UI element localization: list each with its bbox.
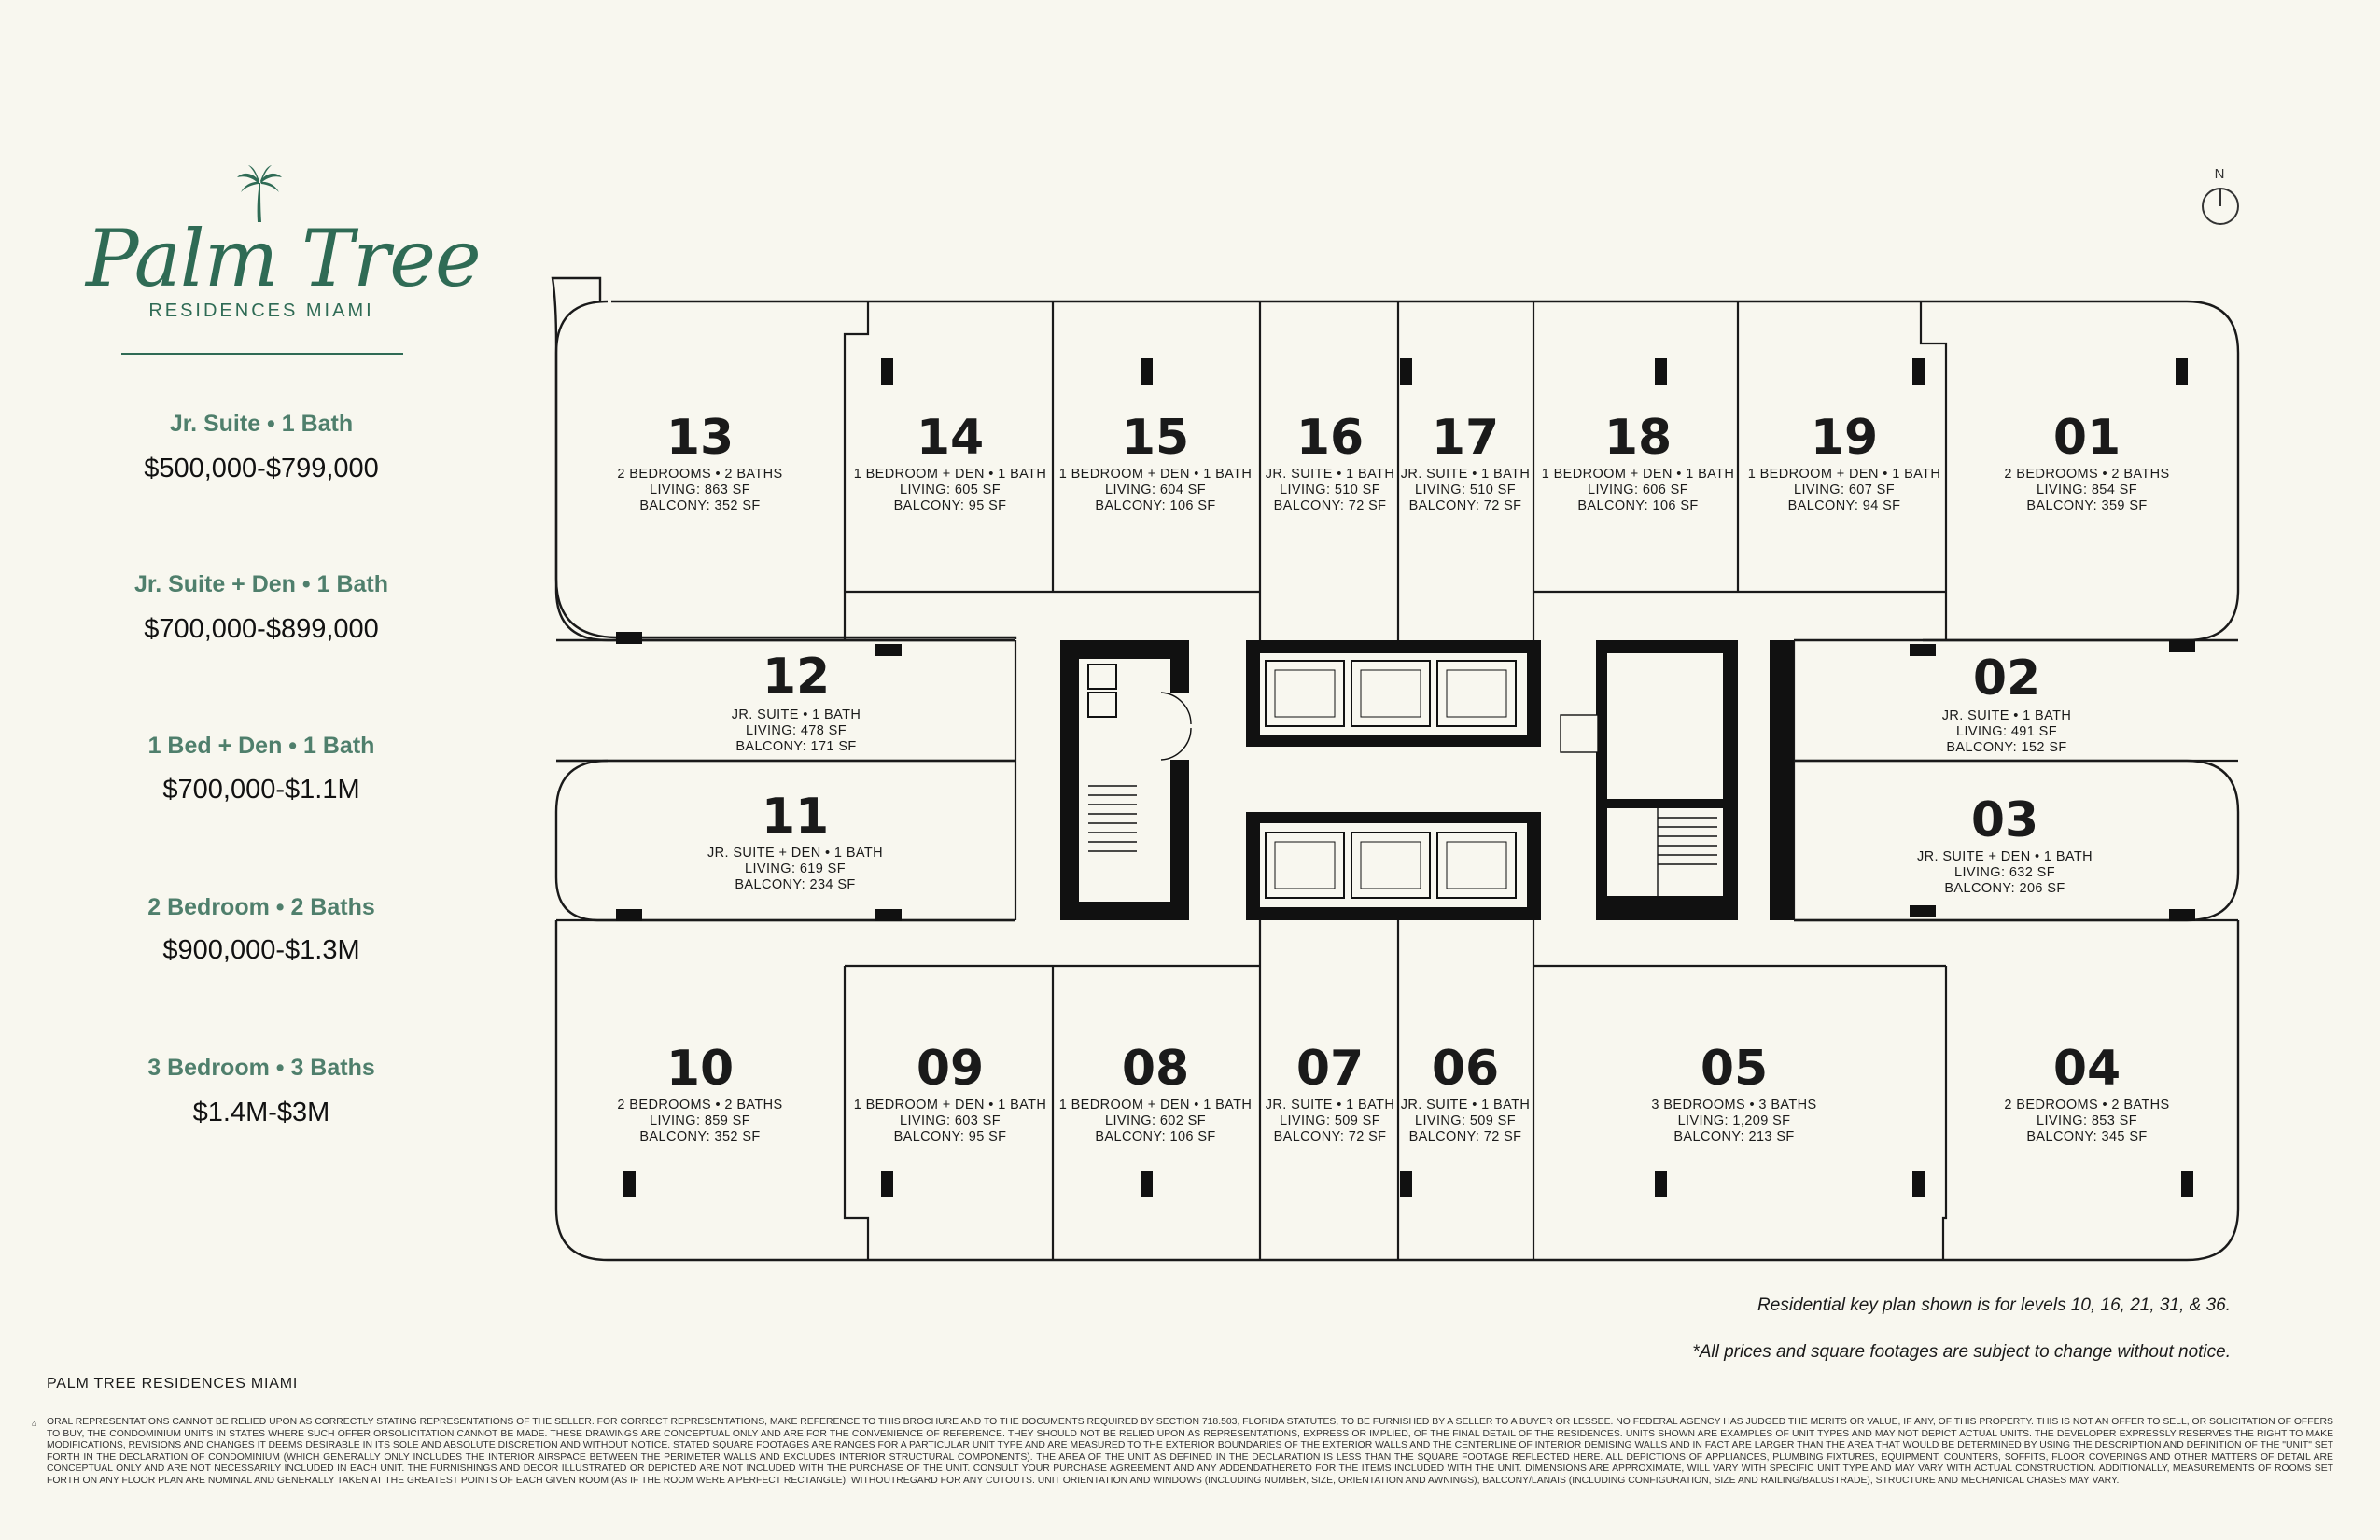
- unit-balcony: BALCONY: 106 SF: [1095, 1129, 1216, 1144]
- unit-living: LIVING: 859 SF: [650, 1113, 750, 1128]
- unit-number: 03: [1970, 792, 2039, 848]
- unit-living: LIVING: 510 SF: [1415, 483, 1516, 497]
- unit-type: 3 BEDROOMS • 3 BATHS: [1651, 1098, 1817, 1113]
- unit-living: LIVING: 863 SF: [650, 483, 750, 497]
- unit-living: LIVING: 510 SF: [1280, 483, 1380, 497]
- unit-balcony: BALCONY: 72 SF: [1273, 1129, 1387, 1144]
- logo-subtitle: RESIDENCES MIAMI: [148, 301, 374, 321]
- price-legend-price: $1.4M-$3M: [192, 1098, 330, 1127]
- unit-type: JR. SUITE + DEN • 1 BATH: [707, 846, 884, 861]
- unit-type: 1 BEDROOM + DEN • 1 BATH: [1058, 467, 1253, 482]
- price-legend-name: Jr. Suite + Den • 1 Bath: [133, 571, 389, 597]
- unit-17: [1401, 410, 1531, 513]
- unit-number: 12: [762, 649, 831, 705]
- equal-housing-icon: ⌂: [32, 1419, 37, 1428]
- price-legend-name: 3 Bedroom • 3 Baths: [147, 1055, 375, 1081]
- price-legend-name: 1 Bed + Den • 1 Bath: [147, 733, 375, 759]
- unit-living: LIVING: 607 SF: [1794, 483, 1895, 497]
- plan-walls: [553, 278, 2239, 639]
- unit-number: 10: [665, 1041, 735, 1097]
- unit-type: 2 BEDROOMS • 2 BATHS: [2004, 1098, 2170, 1113]
- unit-type: JR. SUITE • 1 BATH: [1400, 1098, 1531, 1113]
- unit-16: [1266, 410, 1395, 513]
- price-notice: *All prices and square footages are subject to change without notice.: [1692, 1342, 2231, 1362]
- unit-15: [1059, 410, 1253, 513]
- stair-core-left: [1060, 640, 1191, 920]
- unit-living: LIVING: 603 SF: [900, 1113, 1001, 1128]
- unit-13: [617, 410, 782, 513]
- compass-label: N: [2214, 166, 2225, 182]
- price-legend-price: $700,000-$899,000: [144, 614, 379, 644]
- unit-type: 1 BEDROOM + DEN • 1 BATH: [1747, 467, 1941, 482]
- unit-number: 04: [2052, 1041, 2121, 1097]
- unit-08: [1059, 1041, 1253, 1144]
- unit-balcony: BALCONY: 72 SF: [1273, 498, 1387, 513]
- unit-number: 18: [1603, 410, 1673, 466]
- unit-number: 06: [1431, 1041, 1500, 1097]
- unit-10: [617, 1041, 782, 1144]
- unit-living: LIVING: 605 SF: [900, 483, 1001, 497]
- unit-14: [854, 410, 1047, 513]
- unit-type: JR. SUITE • 1 BATH: [1265, 467, 1395, 482]
- unit-number: 17: [1431, 410, 1500, 466]
- unit-living: LIVING: 604 SF: [1105, 483, 1206, 497]
- unit-living: LIVING: 853 SF: [2037, 1113, 2137, 1128]
- unit-18: [1542, 410, 1735, 513]
- legal-disclaimer: ORAL REPRESENTATIONS CANNOT BE RELIED UPON AS CORRECTLY STATING REPRESENTATIONS OF THE SELLER. FOR CORRECT REPRESENTATIONS, MAKE REFERENCE TO THIS BROCHURE AND TO THE DOCUMENTS REQUIRED BY SECTION 718.503, FLORIDA STATUTES, TO BE FURNISHED BY A SELLER TO A BUYER OR LESSEE. NO FEDERAL AGENCY HAS JUDGED THE MERITS OR VALUE, IF ANY, OF THIS PROPERTY. THIS IS NOT AN OFFER TO SELL, OR SOLICITATION OF OFFERS TO BUY, THE CONDOMINIUM UNITS IN STATES WHERE SUCH OFFER ORSOLICITATION CANNOT BE MADE. THESE DRAWINGS ARE CONCEPTUAL ONLY AND ARE FOR THE CONVENIENCE OF REFERENCE. THEY SHOULD NOT BE RELIED UPON AS REPRESENTATIONS, EXPRESS OR IMPLIED, OF THE FINAL DETAIL OF THE RESIDENCES. UNITS SHOWN ARE EXAMPLES OF UNIT TYPES AND MAY NOT DEPICT ACTUAL UNITS. THE DEVELOPER EXPRESSLY RESERVES THE RIGHT TO MAKE MODIFICATIONS, REVISIONS AND CHANGES IT DEEMS DESIRABLE IN ITS SOLE AND ABSOLUTE DISCRETION AND WITHOUT NOTICE. STATED SQUARE FOOTAGES ARE RANGES FOR A PARTICULAR UNIT TYPE AND ARE MEASURED TO THE EXTERIOR BOUNDARIES OF THE EXTERIOR WALLS AND THE CENTERLINE OF INTERIOR DEMISING WALLS AND IN FACT ARE LARGER THAN THE AREA THAT WOULD BE DETERMINED BY USING THE DESCRIPTION AND DEFINITION OF THE "UNIT" SET FORTH IN THE DECLARATION OF CONDOMINIUM (WHICH GENERALLY ONLY INCLUDES THE INTERIOR AIRSPACE BETWEEN THE PERIMETER WALLS AND EXCLUDES INTERIOR STRUCTURAL COMPONENTS). THE AREA OF THE UNIT AS DEFINED IN THE DECLARATION IS LESS THAN THE SQUARE FOOTAGE REFLECTED HERE. ALL DEPICTIONS OF APPLIANCES, PLUMBING FIXTURES, EQUIPMENT, COUNTERS, SOFFITS, FLOOR COVERINGS AND OTHER MATTERS OF DETAIL ARE CONCEPTUAL ONLY AND ARE NOT NECESSARILY INCLUDED IN EACH UNIT. THE FURNISHINGS AND DECOR ILLUSTRATED OR DEPICTED ARE NOT INCLUDED WITH THE PURCHASE OF THE UNIT. CONSULT YOUR PURCHASE AGREEMENT AND ANY ADDENDATHERETO FOR THE ITEMS INCLUDED WITH THE UNIT. DIMENSIONS ARE APPROXIMATE, WILL VARY WITH SPECIFIC UNIT TYPE AND MAY VARY WITH ACTUAL CONSTRUCTION. ADDITIONALLY, MEASUREMENTS OF ROOMS SET FORTH ON ANY FLOOR PLAN ARE NOMINAL AND GENERALLY TAKEN AT THE GREATEST POINTS OF EACH GIVEN ROOM (AS IF THE ROOM WERE A PERFECT RECTANGLE), WITHOUTREGARD FOR ANY CUTOUTS. UNIT ORIENTATION AND WINDOWS (INCLUDING NUMBER, SIZE, ORIENTATION AND AWNINGS), BALCONY/LANAIS (INCLUDING CONFIGURATION, SIZE AND RAILING/BALUSTRADE), STRUCTURE AND MECHANICAL CHASES MAY VARY.: [47, 1417, 2333, 1486]
- unit-07: [1266, 1041, 1395, 1144]
- footer-brand: PALM TREE RESIDENCES MIAMI: [47, 1376, 299, 1392]
- unit-04: [2004, 1041, 2169, 1144]
- unit-number: 01: [2052, 410, 2121, 466]
- unit-number: 08: [1121, 1041, 1190, 1097]
- unit-number: 07: [1295, 1041, 1365, 1097]
- price-legend-price: $900,000-$1.3M: [162, 935, 360, 965]
- unit-02: [1942, 651, 2072, 755]
- unit-balcony: BALCONY: 95 SF: [893, 498, 1007, 513]
- unit-living: LIVING: 491 SF: [1956, 724, 2057, 739]
- unit-balcony: BALCONY: 171 SF: [735, 739, 857, 754]
- unit-balcony: BALCONY: 72 SF: [1408, 1129, 1522, 1144]
- price-legend-price: $500,000-$799,000: [144, 454, 379, 483]
- unit-type: 1 BEDROOM + DEN • 1 BATH: [1541, 467, 1735, 482]
- unit-balcony: BALCONY: 213 SF: [1673, 1129, 1795, 1144]
- unit-balcony: BALCONY: 94 SF: [1787, 498, 1901, 513]
- unit-number: 19: [1810, 410, 1879, 466]
- unit-number: 02: [1972, 651, 2041, 707]
- unit-balcony: BALCONY: 106 SF: [1095, 498, 1216, 513]
- unit-living: LIVING: 632 SF: [1954, 865, 2055, 880]
- unit-19: [1748, 410, 1941, 513]
- unit-05: [1651, 1041, 1816, 1144]
- unit-03: [1917, 792, 2093, 896]
- elevator-core: [1246, 640, 1541, 920]
- unit-balcony: BALCONY: 95 SF: [893, 1129, 1007, 1144]
- unit-09: [854, 1041, 1047, 1144]
- stair-core-right: [1561, 640, 1794, 920]
- unit-number: 15: [1121, 410, 1190, 466]
- unit-11: [707, 789, 883, 892]
- unit-living: LIVING: 854 SF: [2037, 483, 2137, 497]
- unit-balcony: BALCONY: 359 SF: [2026, 498, 2148, 513]
- unit-balcony: BALCONY: 152 SF: [1946, 740, 2067, 755]
- unit-type: JR. SUITE • 1 BATH: [1400, 467, 1531, 482]
- key-plan-note: Residential key plan shown is for levels 10, 16, 21, 31, & 36.: [1757, 1295, 2231, 1315]
- unit-balcony: BALCONY: 234 SF: [735, 877, 856, 892]
- unit-number: 11: [761, 789, 830, 845]
- unit-living: LIVING: 509 SF: [1415, 1113, 1516, 1128]
- unit-type: JR. SUITE • 1 BATH: [731, 707, 861, 722]
- unit-living: LIVING: 1,209 SF: [1677, 1113, 1791, 1128]
- unit-type: 2 BEDROOMS • 2 BATHS: [617, 467, 783, 482]
- unit-type: JR. SUITE • 1 BATH: [1265, 1098, 1395, 1113]
- unit-type: 1 BEDROOM + DEN • 1 BATH: [853, 1098, 1047, 1113]
- unit-balcony: BALCONY: 345 SF: [2026, 1129, 2148, 1144]
- unit-type: 1 BEDROOM + DEN • 1 BATH: [853, 467, 1047, 482]
- unit-number: 13: [665, 410, 735, 466]
- unit-type: JR. SUITE + DEN • 1 BATH: [1916, 849, 2093, 864]
- price-legend-name: Jr. Suite • 1 Bath: [169, 411, 354, 437]
- unit-balcony: BALCONY: 206 SF: [1944, 881, 2065, 896]
- price-legend-name: 2 Bedroom • 2 Baths: [147, 894, 375, 920]
- unit-living: LIVING: 606 SF: [1588, 483, 1688, 497]
- unit-number: 16: [1295, 410, 1365, 466]
- unit-number: 09: [916, 1041, 985, 1097]
- unit-balcony: BALCONY: 106 SF: [1577, 498, 1699, 513]
- unit-living: LIVING: 509 SF: [1280, 1113, 1380, 1128]
- unit-number: 05: [1700, 1041, 1769, 1097]
- unit-01: [2004, 410, 2169, 513]
- unit-living: LIVING: 478 SF: [746, 723, 847, 738]
- unit-number: 14: [916, 410, 985, 466]
- unit-type: 2 BEDROOMS • 2 BATHS: [617, 1098, 783, 1113]
- unit-type: 1 BEDROOM + DEN • 1 BATH: [1058, 1098, 1253, 1113]
- unit-type: JR. SUITE • 1 BATH: [1941, 708, 2072, 723]
- logo-wordmark: Palm Tree: [86, 213, 481, 304]
- unit-living: LIVING: 619 SF: [745, 861, 846, 876]
- price-legend-price: $700,000-$1.1M: [162, 775, 360, 805]
- unit-type: 2 BEDROOMS • 2 BATHS: [2004, 467, 2170, 482]
- unit-balcony: BALCONY: 352 SF: [639, 498, 761, 513]
- unit-06: [1401, 1041, 1531, 1144]
- unit-living: LIVING: 602 SF: [1105, 1113, 1206, 1128]
- unit-12: [732, 649, 861, 754]
- unit-balcony: BALCONY: 352 SF: [639, 1129, 761, 1144]
- unit-balcony: BALCONY: 72 SF: [1408, 498, 1522, 513]
